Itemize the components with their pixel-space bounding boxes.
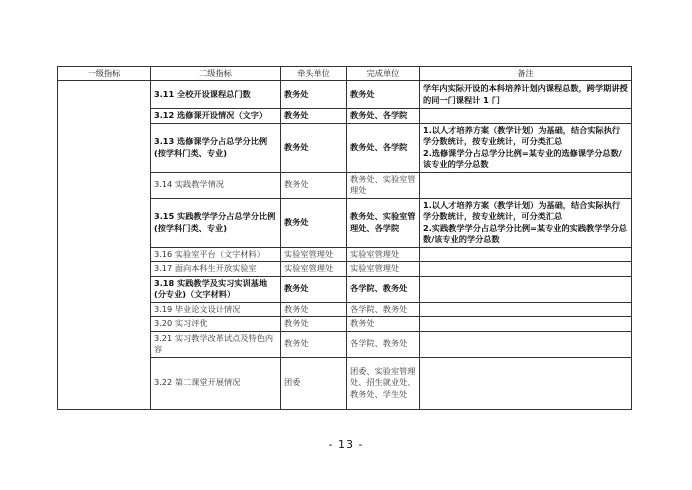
level2-cell: 3.12 选修课开设情况（文字） [151,109,281,124]
lead-unit-cell: 教务处 [281,123,347,172]
done-unit-cell: 教务处、实验室管理处 [347,172,420,198]
level2-cell: 3.19 毕业论文设计情况 [151,302,281,317]
note-cell [420,302,632,317]
note-cell: 1.以人才培养方案（教学计划）为基础，结合实际执行学分数统计，按专业统计，可分类汇总 2.选修课学分占总学分比例=某专业的选修课学分总数/该专业的学分总数 [420,123,632,172]
done-unit-cell: 教务处、实验室管理处、各学院 [347,198,420,247]
lead-unit-cell: 教务处 [281,317,347,332]
header-level1: 一级指标 [58,67,151,81]
done-unit-cell: 教务处、各学院 [347,123,420,172]
lead-unit-cell: 教务处 [281,198,347,247]
done-unit-cell: 教务处 [347,317,420,332]
done-unit-cell: 教务处 [347,81,420,109]
note-cell [420,317,632,332]
level2-cell: 3.14 实践教学情况 [151,172,281,198]
header-done-unit: 完成单位 [347,67,420,81]
level2-cell: 3.11 全校开设课程总门数 [151,81,281,109]
header-note: 备注 [420,67,632,81]
note-cell [420,109,632,124]
note-cell [420,357,632,409]
done-unit-cell: 教务处、各学院 [347,109,420,124]
level2-cell: 3.21 实习教学改革试点及特色内容 [151,331,281,357]
level1-cell [58,81,151,410]
lead-unit-cell: 教务处 [281,172,347,198]
indicator-table [57,66,632,410]
done-unit-cell: 实验室管理处 [347,247,420,262]
lead-unit-cell: 实验室管理处 [281,247,347,262]
done-unit-cell: 各学院、教务处 [347,302,420,317]
level2-cell: 3.16 实验室平台（文字材料） [151,247,281,262]
table-header-row [58,67,632,81]
page-number: - 13 - [328,438,364,451]
level2-cell: 3.15 实践教学学分占总学分比例(按学科门类、专业) [151,198,281,247]
note-cell [420,172,632,198]
done-unit-cell: 各学院、教务处 [347,331,420,357]
note-cell: 学年内实际开设的本科培养计划内课程总数，跨学期讲授的同一门课程计 1 门 [420,81,632,109]
note-cell [420,276,632,302]
lead-unit-cell: 教务处 [281,276,347,302]
level2-cell: 3.13 选修课学分占总学分比例(按学科门类、专业) [151,123,281,172]
header-level2: 二级指标 [151,67,281,81]
level2-cell: 3.17 面向本科生开放实验室 [151,262,281,277]
done-unit-cell: 团委、实验室管理处、招生就业处、教务处、学生处 [347,357,420,409]
note-cell [420,262,632,277]
header-lead-unit: 牵头单位 [281,67,347,81]
level2-cell: 3.22 第二课堂开展情况 [151,357,281,409]
done-unit-cell: 各学院、教务处 [347,276,420,302]
level2-cell: 3.20 实习评优 [151,317,281,332]
lead-unit-cell: 团委 [281,357,347,409]
lead-unit-cell: 教务处 [281,109,347,124]
level2-cell: 3.18 实践教学及实习实训基地(分专业)（文字材料） [151,276,281,302]
lead-unit-cell: 实验室管理处 [281,262,347,277]
table-row [58,81,632,109]
note-cell [420,247,632,262]
lead-unit-cell: 教务处 [281,331,347,357]
note-cell [420,331,632,357]
done-unit-cell: 实验室管理处 [347,262,420,277]
lead-unit-cell: 教务处 [281,81,347,109]
note-cell: 1.以人才培养方案（教学计划）为基础，结合实际执行学分数统计，按专业统计，可分类汇总 2.实践教学学分占总学分比例=某专业的实践教学学分总数/该专业的学分总数 [420,198,632,247]
lead-unit-cell: 教务处 [281,302,347,317]
